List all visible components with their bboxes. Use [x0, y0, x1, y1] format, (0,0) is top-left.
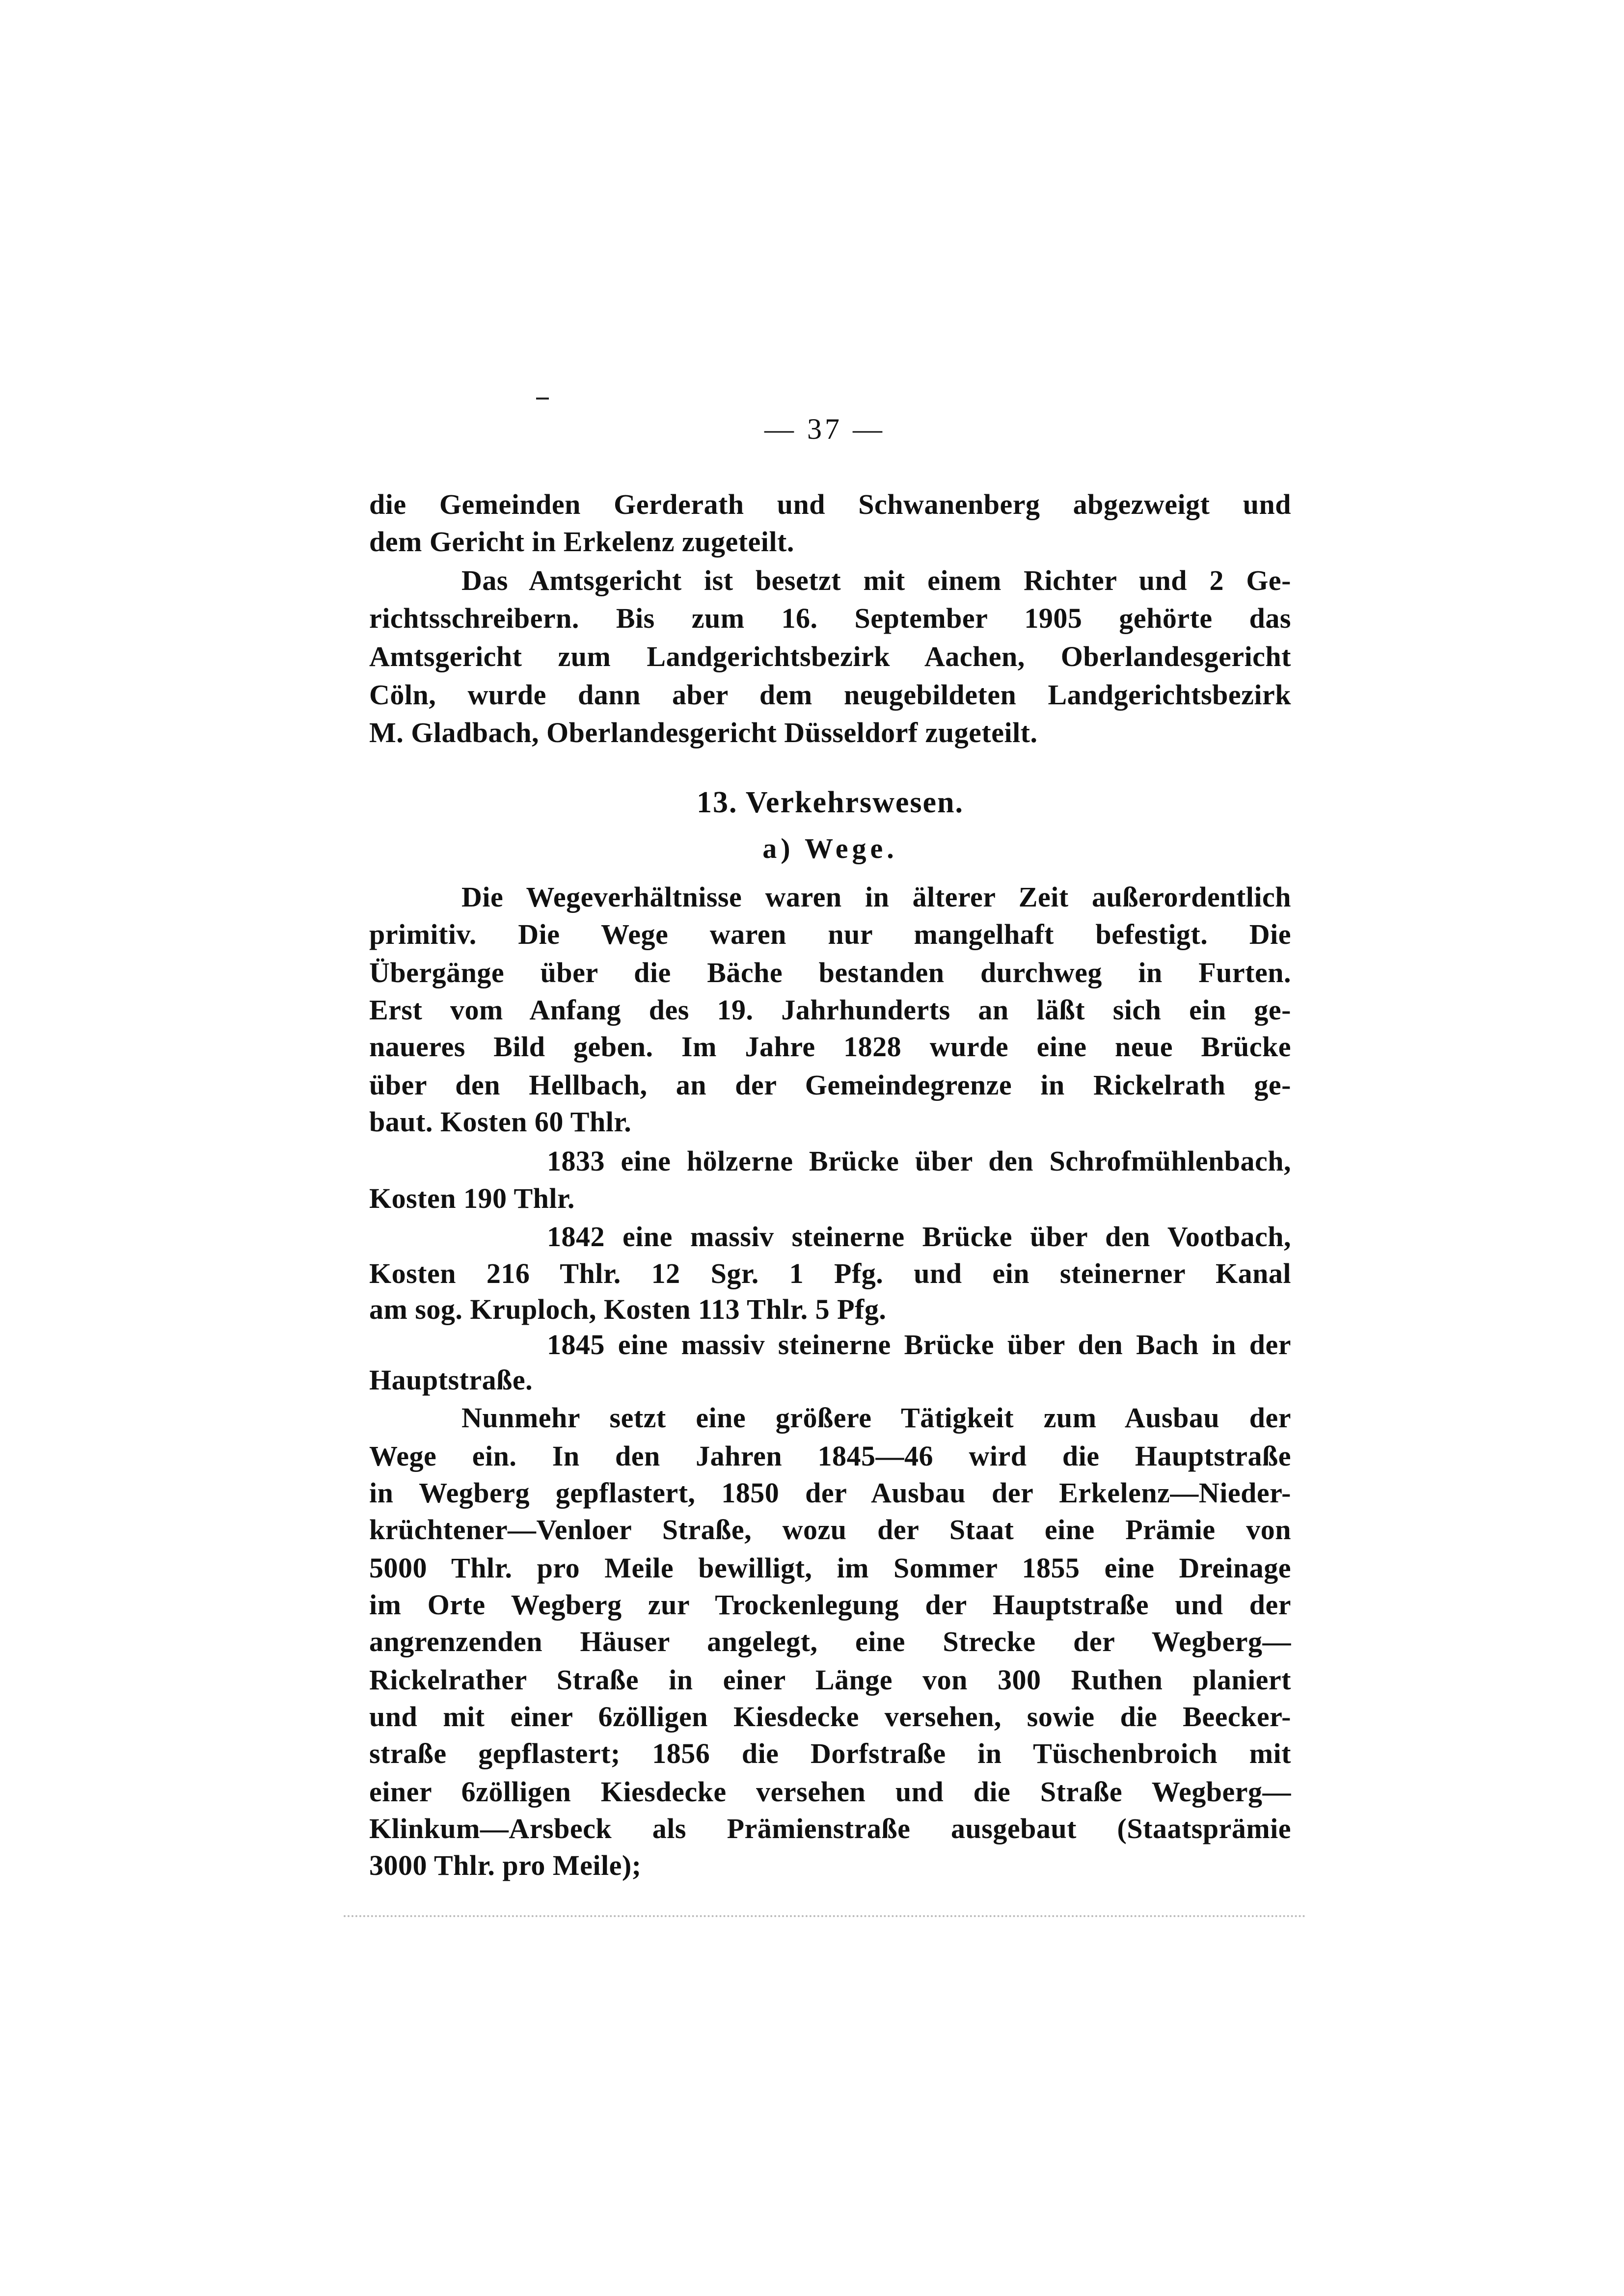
section-heading: 13. Verkehrswesen. — [696, 786, 964, 819]
text-line: naueres Bild geben. Im Jahre 1828 wurde eine neue Brücke — [369, 1031, 1291, 1063]
text-line: Hauptstraße. — [369, 1364, 533, 1396]
text-line: 3000 Thlr. pro Meile); — [369, 1849, 642, 1881]
text-line: baut. Kosten 60 Thlr. — [369, 1106, 632, 1138]
text-line: Nunmehr setzt eine größere Tätigkeit zum Ausbau der — [461, 1402, 1291, 1434]
text-line: richtsschreibern. Bis zum 16. September 1905 gehörte das — [369, 602, 1291, 634]
text-line: 1842 eine massiv steinerne Brücke über den Vootbach, — [547, 1221, 1291, 1253]
text-line: die Gemeinden Gerderath und Schwanenberg abgezweigt und — [369, 488, 1291, 520]
text-line: primitiv. Die Wege waren nur mangelhaft befestigt. Die — [369, 918, 1291, 950]
text-line: Erst vom Anfang des 19. Jahrhunderts an läßt sich ein ge- — [369, 994, 1291, 1026]
text-line: Das Amtsgericht ist besetzt mit einem Richter und 2 Ge- — [461, 564, 1291, 596]
text-line: Cöln, wurde dann aber dem neugebildeten Landgerichtsbezirk — [369, 679, 1291, 711]
text-line: 1833 eine hölzerne Brücke über den Schrofmühlenbach, — [547, 1145, 1291, 1177]
text-line: in Wegberg gepflastert, 1850 der Ausbau der Erkelenz—Nieder- — [369, 1477, 1291, 1509]
text-line: Übergänge über die Bäche bestanden durchweg in Furten. — [369, 957, 1291, 988]
text-line: Rickelrather Straße in einer Länge von 300 Ruthen planiert — [369, 1664, 1291, 1696]
text-line: dem Gericht in Erkelenz zugeteilt. — [369, 526, 794, 558]
text-line: einer 6zölligen Kiesdecke versehen und die Straße Wegberg— — [369, 1776, 1291, 1808]
scan-noise-line — [344, 1915, 1306, 1917]
page-number: — 37 — — [764, 413, 885, 445]
text-line: Die Wegeverhältnisse waren in älterer Zeit außerordentlich — [461, 881, 1291, 913]
text-line: 1845 eine massiv steinerne Brücke über den Bach in der — [547, 1329, 1291, 1361]
text-line: straße gepflastert; 1856 die Dorfstraße in Tüschenbroich mit — [369, 1737, 1291, 1769]
text-line: Klinkum—Arsbeck als Prämienstraße ausgebaut (Staatsprämie — [369, 1813, 1291, 1844]
text-line: M. Gladbach, Oberlandesgericht Düsseldorf zugeteilt. — [369, 717, 1038, 748]
scan-mark — [536, 398, 549, 400]
text-line: Kosten 190 Thlr. — [369, 1182, 575, 1214]
text-line: krüchtener—Venloer Straße, wozu der Staat eine Prämie von — [369, 1514, 1291, 1546]
text-line: am sog. Kruploch, Kosten 113 Thlr. 5 Pfg. — [369, 1293, 887, 1325]
text-line: über den Hellbach, an der Gemeindegrenze in Rickelrath ge- — [369, 1069, 1291, 1101]
text-line: im Orte Wegberg zur Trockenlegung der Hauptstraße und der — [369, 1589, 1291, 1621]
subsection-heading: a) Wege. — [762, 832, 898, 864]
text-line: und mit einer 6zölligen Kiesdecke versehen, sowie die Beecker- — [369, 1701, 1291, 1733]
text-line: Amtsgericht zum Landgerichtsbezirk Aachen, Oberlandesgericht — [369, 641, 1291, 672]
text-line: Wege ein. In den Jahren 1845—46 wird die Hauptstraße — [369, 1440, 1291, 1472]
text-line: Kosten 216 Thlr. 12 Sgr. 1 Pfg. und ein steinerner Kanal — [369, 1257, 1291, 1289]
text-line: 5000 Thlr. pro Meile bewilligt, im Sommer 1855 eine Dreinage — [369, 1552, 1291, 1584]
text-line: angrenzenden Häuser angelegt, eine Strecke der Wegberg— — [369, 1626, 1291, 1657]
